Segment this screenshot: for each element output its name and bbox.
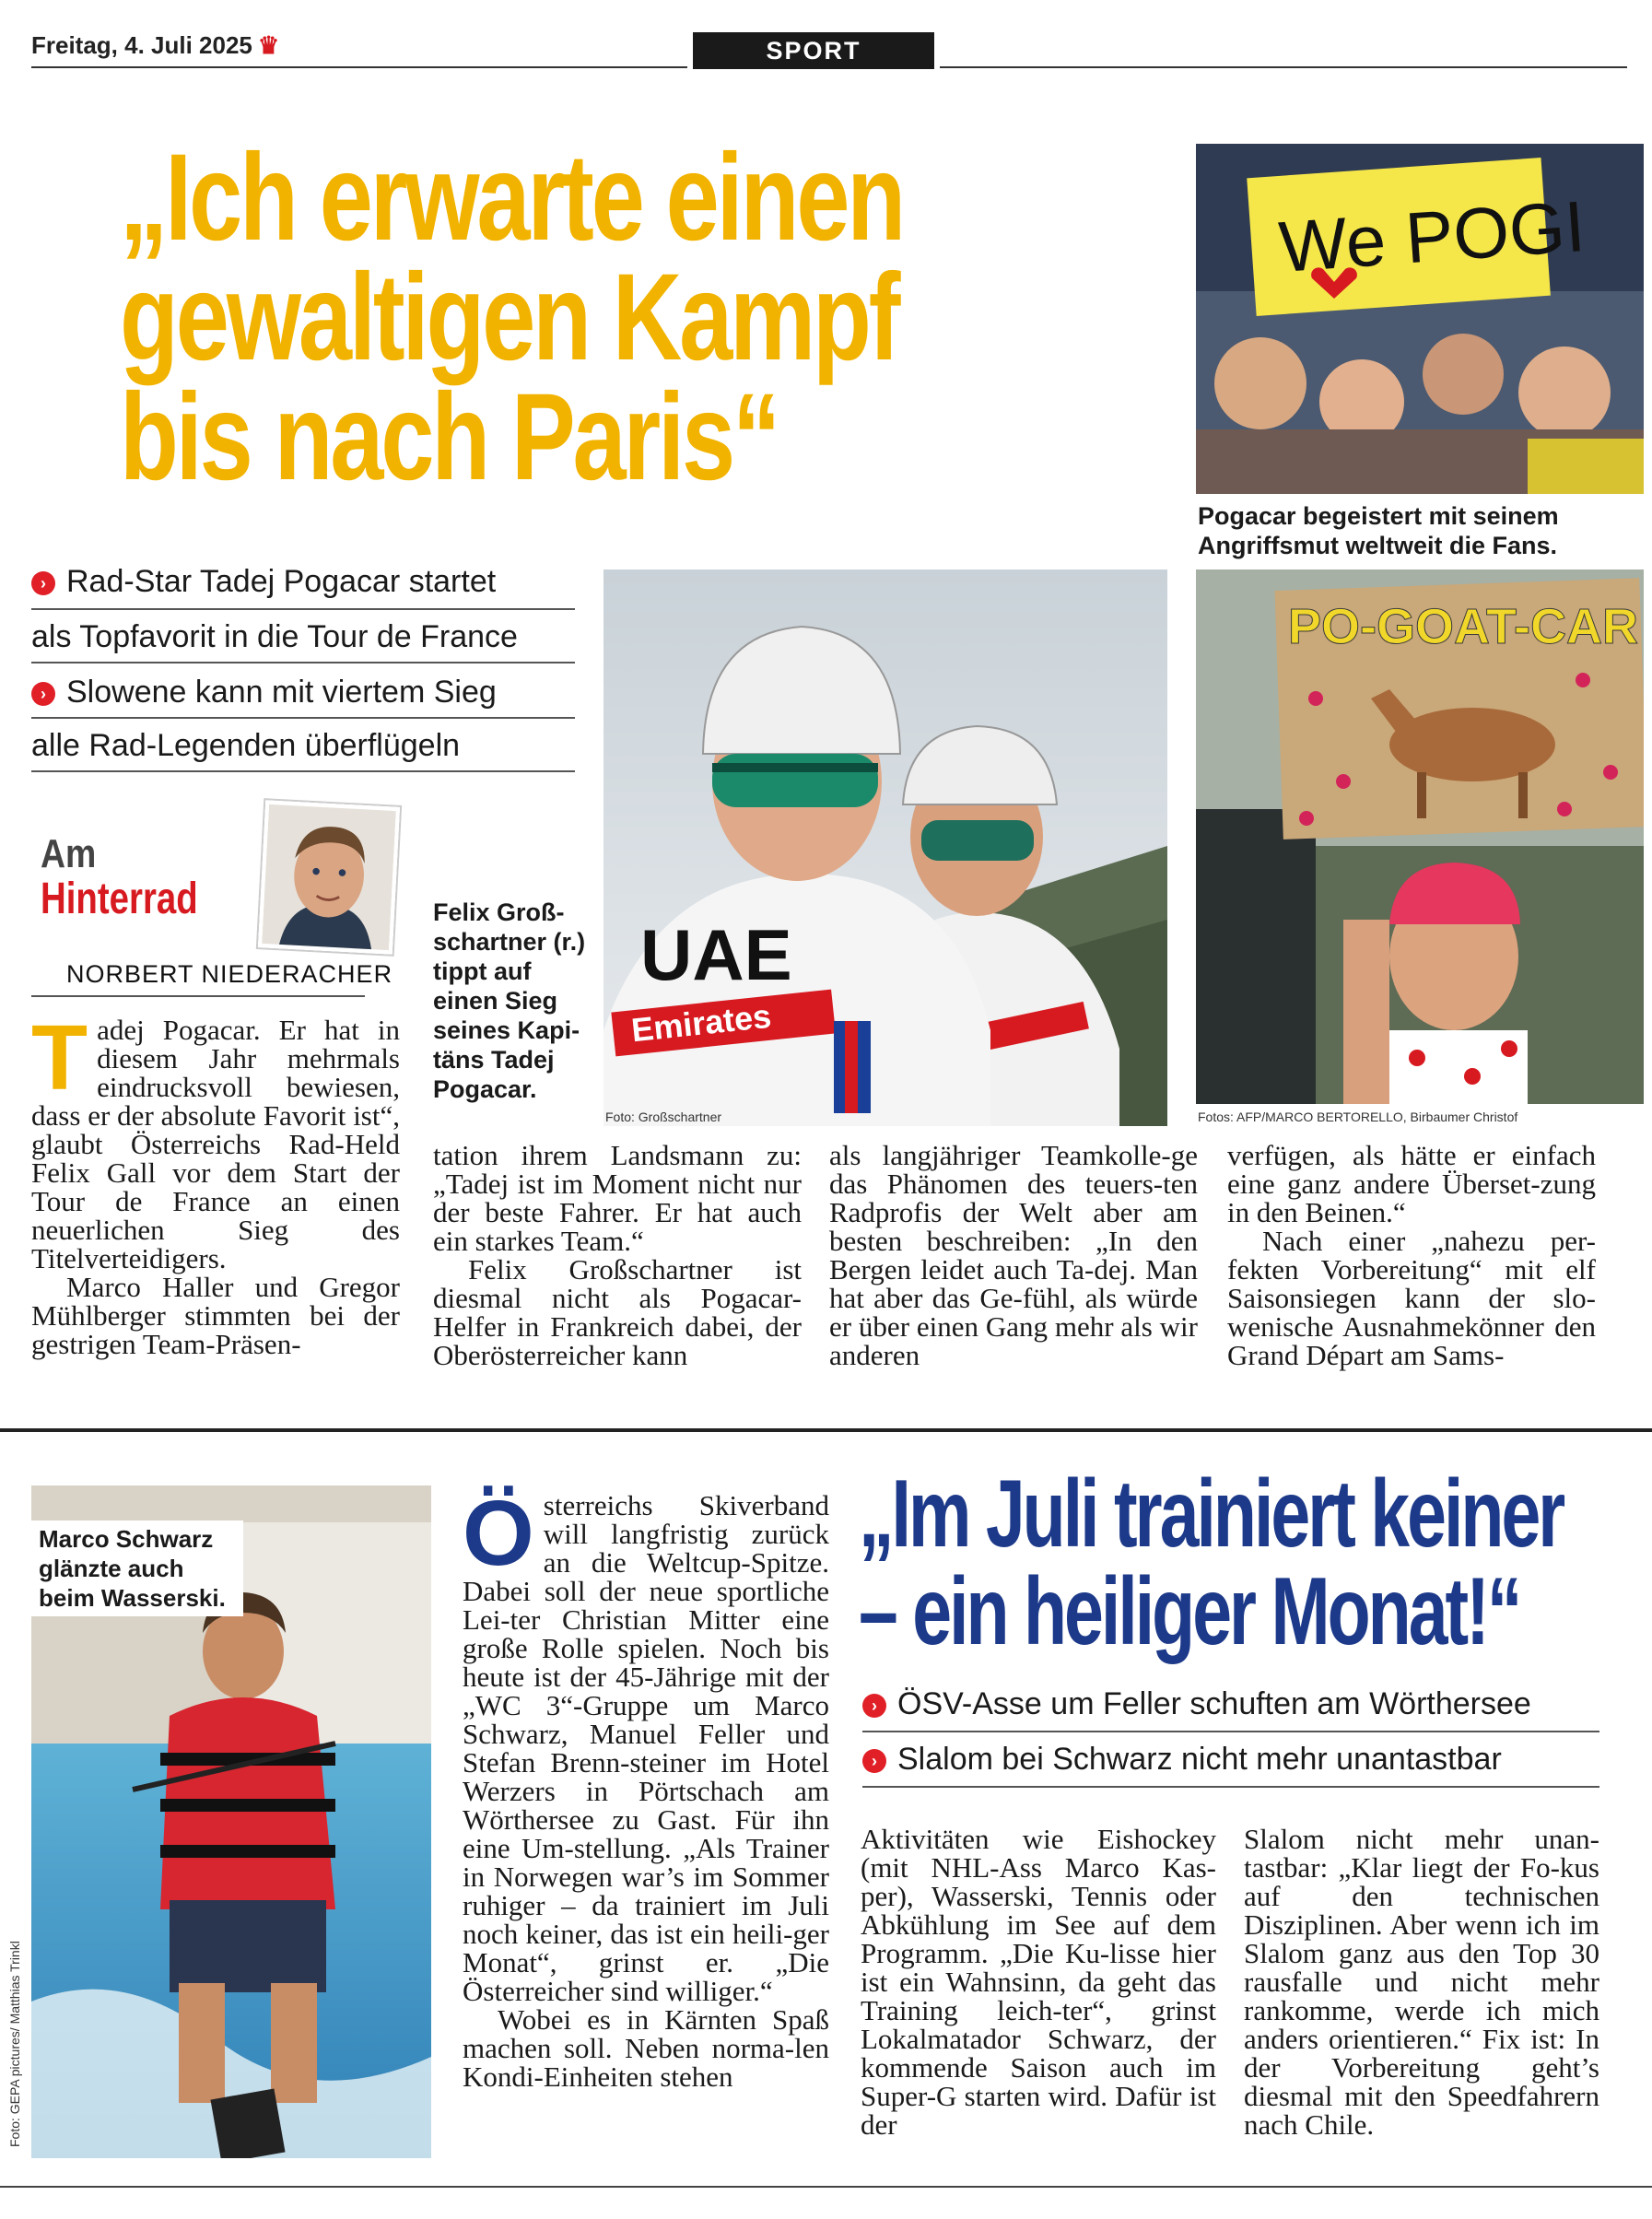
selfie-caption: Felix Groß-schartner (r.) tippt auf einen Sieg seines Kapi-täns Tadej Pogacar. bbox=[433, 898, 586, 1103]
bullet-divider bbox=[31, 717, 575, 719]
selfie-photo bbox=[603, 569, 1167, 1126]
story2-bullet-2: › Slalom bei Schwarz nicht mehr unantastbar bbox=[862, 1742, 1502, 1778]
chevron-right-icon: › bbox=[862, 1749, 886, 1773]
waterski-credit: Foto: GEPA pictures/ Matthias Trinkl bbox=[7, 1941, 22, 2147]
fans-photo bbox=[1196, 144, 1644, 494]
bullet-divider bbox=[862, 1786, 1599, 1788]
story2-column-2: Aktivitäten wie Eishockey (mit NHL-Ass Marco Kas-per), Wasserski, Tennis oder Abkühlung im See auf dem Programm. „Die Ku-lisse hier ist ein Wahnsinn, da geht das Training leich-ter“, grinst Lokalmatador Schwarz, der kommende Saison auch im Super-G starten wird. Dafür ist der bbox=[861, 1823, 1216, 2141]
header-rule-right bbox=[940, 66, 1627, 68]
chevron-right-icon: › bbox=[31, 571, 55, 595]
story2-column-1: Ö sterreichs Skiverband will langfristig zurück an die Weltcup-Spitze. Dabei soll der neue sportliche Lei-ter Christian Mitter eine große Rolle spielen. Noch bis heute ist der 45-Jährige mit der „WC 3“-Gruppe um Marco Schwarz, Manuel Feller und Stefan Brenn-steiner im Hotel Werzers in Pörtschach am Wörthersee zu Gast. Für ihn eine Um-stellung. „Als Trainer in Norwegen war’s im Sommer ruhiger – da trainiert im Juli noch keiner, das ist ein heili-ger Monat“, grinst er. „Die Österreicher sind williger.“ Wobei es in Kärnten Spaß machen soll. Neben norma-len Kondi-Einheiten stehen bbox=[463, 1482, 829, 2093]
story1-bullet-1: › Rad-Star Tadej Pogacar startet bbox=[31, 564, 496, 600]
bullet-divider bbox=[31, 770, 575, 772]
drop-cap: Ö bbox=[463, 1482, 534, 1585]
waterski-caption: Marco Schwarz glänzte auch beim Wasserski. bbox=[31, 1520, 243, 1616]
story1-headline: „Ich erwarte einen gewaltigen Kampf bis nach Paris“ bbox=[120, 129, 904, 506]
bullet-divider bbox=[31, 662, 575, 663]
chevron-right-icon: › bbox=[31, 682, 55, 706]
story1-bullet-2-line2: alle Rad-Legenden überflügeln bbox=[31, 728, 461, 763]
story1-column-3: als langjähriger Teamkolle-ge das Phänomen des teuers-ten Radprofis der Welt aber am besten beschreiben: „In den Bergen leidet auch Ta-dej. Man hat aber das Ge-fühl, als würde er über einen Gang mehr als wir anderen bbox=[829, 1139, 1198, 1371]
bullet-divider bbox=[862, 1731, 1599, 1732]
column-label-am: Am bbox=[41, 831, 97, 876]
header-rule-left bbox=[31, 66, 687, 68]
story1-column-4: verfügen, als hätte er einfach eine ganz andere Überset-zung in den Beinen.“ Nach einer „nahezu per-fekten Vorbereitung“ mit elf Saisonsiegen kann der slo-wenische Ausnahmekönner den Grand Départ am Sams- bbox=[1227, 1139, 1596, 1371]
section-tag: SPORT bbox=[693, 32, 934, 69]
story-divider bbox=[0, 1428, 1652, 1432]
byline-rule bbox=[31, 995, 365, 997]
story1-bullet-1-line2: als Topfavorit in die Tour de France bbox=[31, 619, 518, 654]
bullet-divider bbox=[31, 608, 575, 610]
footer-rule bbox=[0, 2186, 1652, 2188]
story2-headline: „Im Juli trainiert keiner – ein heiliger Monat!“ bbox=[859, 1461, 1564, 1665]
issue-date: Freitag, 4. Juli 2025 ♛ bbox=[31, 31, 280, 59]
column-label-hinterrad: Hinterrad bbox=[41, 875, 198, 923]
selfie-credit: Foto: Großschartner bbox=[605, 1110, 722, 1124]
goat-sign-photo bbox=[1196, 569, 1644, 1104]
svg-text:PO-GOAT-CAR: PO-GOAT-CAR bbox=[1288, 599, 1638, 654]
svg-text:We POGI: We POGI bbox=[1276, 184, 1588, 288]
crown-icon: ♛ bbox=[257, 31, 280, 59]
story1-bullet-2: › Slowene kann mit viertem Sieg bbox=[31, 675, 497, 710]
story2-bullet-1: › ÖSV-Asse um Feller schuften am Wörthersee bbox=[862, 1686, 1531, 1722]
chevron-right-icon: › bbox=[862, 1694, 886, 1718]
drop-cap: T bbox=[31, 1006, 88, 1110]
fans-caption: Pogacar begeistert mit seinem Angriffsmut weltweit die Fans. bbox=[1198, 502, 1559, 559]
author-byline: NORBERT NIEDERACHER bbox=[66, 960, 393, 988]
svg-text:UAE: UAE bbox=[640, 914, 792, 995]
story1-column-2: tation ihrem Landsmann zu: „Tadej ist im Moment nicht nur der beste Fahrer. Er hat auch ein starkes Team.“ Felix Großschartner ist diesmal nicht als Pogacar-Helfer in Frankreich dabei, der Oberösterreicher kann bbox=[433, 1139, 802, 1371]
svg-text:Emirates: Emirates bbox=[629, 996, 773, 1050]
story2-column-3: Slalom nicht mehr unan-tastbar: „Klar liegt der Fo-kus auf den technischen Disziplinen. Aber wenn ich im Slalom ganz aus den Top 30 rausfalle und nicht mehr rankomme, werde ich mich anders orientieren.“ Fix ist: In der Vorbereitung geht’s diesmal mit den Speedfahrern nach Chile. bbox=[1244, 1823, 1599, 2141]
story1-column-1: T adej Pogacar. Er hat in diesem Jahr mehrmals eindrucksvoll bewiesen, dass er der absolute Favorit ist“, glaubt Österreichs Rad-Held Felix Gall vor dem Start der Tour de France an einen neuerlichen Sieg des Titelverteidigers. Marco Haller und Gregor Mühlberger stimmten bei der gestrigen Team-Präsen- bbox=[31, 1006, 400, 1360]
author-portrait bbox=[258, 800, 400, 954]
goat-credit: Fotos: AFP/MARCO BERTORELLO, Birbaumer Christof bbox=[1198, 1110, 1518, 1124]
